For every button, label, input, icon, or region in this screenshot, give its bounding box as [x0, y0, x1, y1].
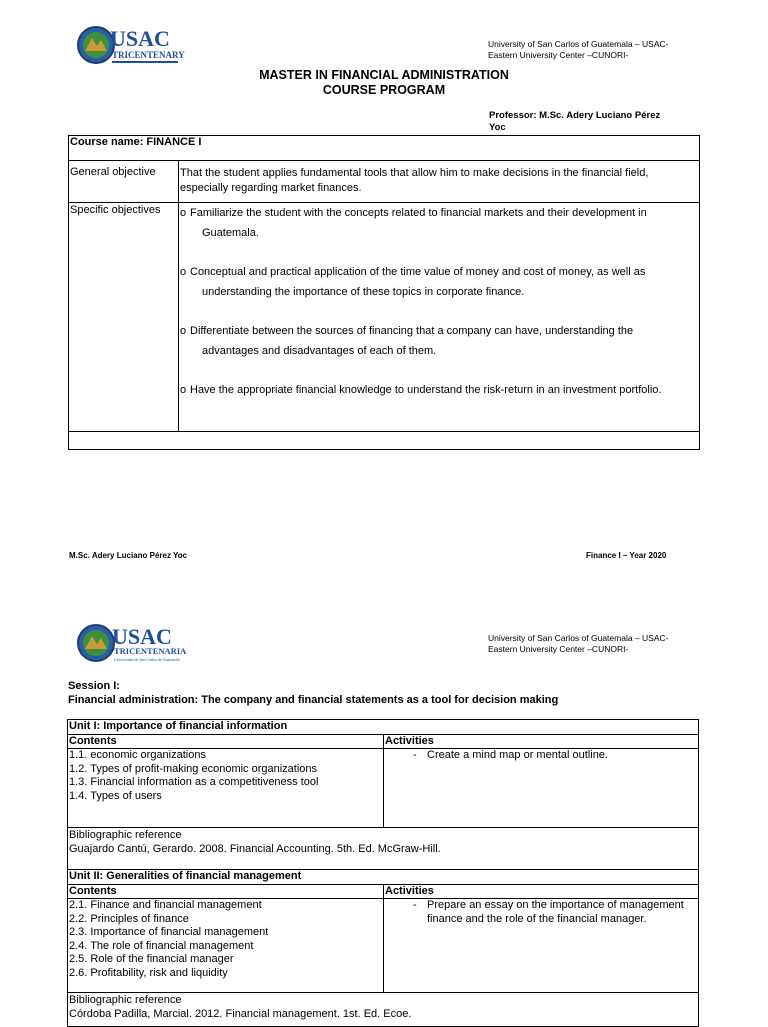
- general-objective-label: General objective: [69, 161, 179, 203]
- bibliography-cell: [68, 828, 699, 870]
- content-item: 2.5. Role of the financial manager: [69, 953, 234, 965]
- content-item: 2.2. Principles of finance: [69, 912, 189, 925]
- general-objective-text: That the student applies fundamental tools that allow him to make decisions in the financial field, especially regarding market finances.: [179, 161, 700, 203]
- session-heading: [68, 679, 558, 707]
- content-item: 1.2. Types of profit-making economic organizations: [69, 762, 318, 775]
- course-table: [68, 135, 700, 450]
- specific-objective-item: o Conceptual and practical application of the time value of money and cost of money, as well as understanding the importance of these topics in corporate finance.: [180, 262, 698, 302]
- title-line-1: MASTER IN FINANCIAL ADMINISTRATION: [259, 68, 509, 82]
- university-info: [488, 39, 668, 61]
- content-item: 2.6. Profitability, risk and liquidity: [69, 966, 228, 979]
- bibliography-text: Guajardo Cantú, Gerardo. 2008. Financial Accounting. 5th. Ed. McGraw-Hill.: [69, 842, 441, 855]
- bullet-icon: o: [180, 325, 187, 337]
- content-item: 2.4. The role of financial management: [69, 939, 254, 952]
- footer-author: M.Sc. Adery Luciano Pérez Yoc: [69, 551, 188, 560]
- bibliography-text: Córdoba Padilla, Marcial. 2012. Financial management. 1st. Ed. Ecoe.: [69, 1007, 412, 1020]
- university-line-2: Eastern University Center –CUNORI-: [488, 50, 629, 60]
- specific-objectives-list: [180, 203, 698, 400]
- university-line-1: University of San Carlos of Guatemala – USAC-: [488, 633, 669, 643]
- title-line-2: COURSE PROGRAM: [322, 83, 446, 97]
- bullet-icon: o: [180, 207, 187, 219]
- specific-objective-item: o Have the appropriate financial knowledge to understand the risk-return in an investment portfolio.: [180, 380, 698, 400]
- bullet-icon: o: [180, 266, 187, 278]
- unit-title: Unit I: Importance of financial information: [68, 720, 699, 735]
- activities-header: Activities: [384, 884, 699, 899]
- specific-objective-item: o Familiarize the student with the concepts related to financial markets and their development in Guatemala.: [180, 203, 698, 243]
- svg-text:Universidad de San Carlos de G: Universidad de San Carlos de Guatemala: [114, 657, 180, 662]
- svg-text:USAC: USAC: [112, 624, 172, 649]
- bibliography-label: Bibliographic reference: [69, 829, 182, 841]
- content-item: 1.4. Types of users: [69, 789, 162, 802]
- activity-item: - Prepare an essay on the importance of management finance and the role of the financial manager.: [413, 899, 684, 925]
- specific-objectives-label: Specific objectives: [69, 203, 179, 432]
- svg-text:TRICENTENARIA: TRICENTENARIA: [114, 646, 187, 656]
- content-item: 2.3. Importance of financial management: [69, 926, 269, 938]
- content-item: 1.3. Financial information as a competitiveness tool: [69, 776, 319, 788]
- course-name: Course name: FINANCE I: [69, 136, 700, 161]
- activity-item: - Create a mind map or mental outline.: [413, 749, 608, 761]
- svg-text:USAC: USAC: [110, 26, 170, 51]
- usac-logo: [76, 24, 196, 68]
- usac-logo: [76, 622, 196, 666]
- units-table: [67, 719, 699, 1027]
- empty-row: [69, 432, 700, 450]
- professor-name: Professor: M.Sc. Adery Luciano Pérez Yoc: [489, 110, 661, 133]
- contents-header: Contents: [68, 734, 384, 749]
- bibliography-label: Bibliographic reference: [69, 994, 182, 1006]
- session-title: Financial administration: The company and financial statements as a tool for decision making: [68, 694, 559, 706]
- content-item: 2.1. Finance and financial management: [69, 899, 262, 911]
- activities-cell: [384, 899, 699, 993]
- university-line-2: Eastern University Center –CUNORI-: [488, 644, 629, 654]
- activities-header: Activities: [384, 734, 699, 749]
- document-title: [184, 68, 584, 98]
- bibliography-cell: [68, 993, 699, 1027]
- svg-text:TRICENTENARY: TRICENTENARY: [112, 50, 185, 60]
- session-label: Session I:: [68, 680, 120, 692]
- university-line-1: University of San Carlos of Guatemala – USAC-: [488, 39, 669, 49]
- specific-objective-item: o Differentiate between the sources of financing that a company can have, understanding the advantages and disadvantages of each of them.: [180, 321, 698, 361]
- activities-cell: [384, 749, 699, 828]
- specific-objectives-cell: [179, 203, 700, 432]
- bullet-icon: o: [180, 384, 187, 396]
- contents-cell: [68, 749, 384, 828]
- contents-cell: [68, 899, 384, 993]
- footer-course-year: Finance I – Year 2020: [586, 551, 667, 560]
- contents-header: Contents: [68, 884, 384, 899]
- university-info: [488, 633, 668, 655]
- unit-title: Unit II: Generalities of financial management: [68, 870, 699, 885]
- content-item: 1.1. economic organizations: [69, 749, 206, 761]
